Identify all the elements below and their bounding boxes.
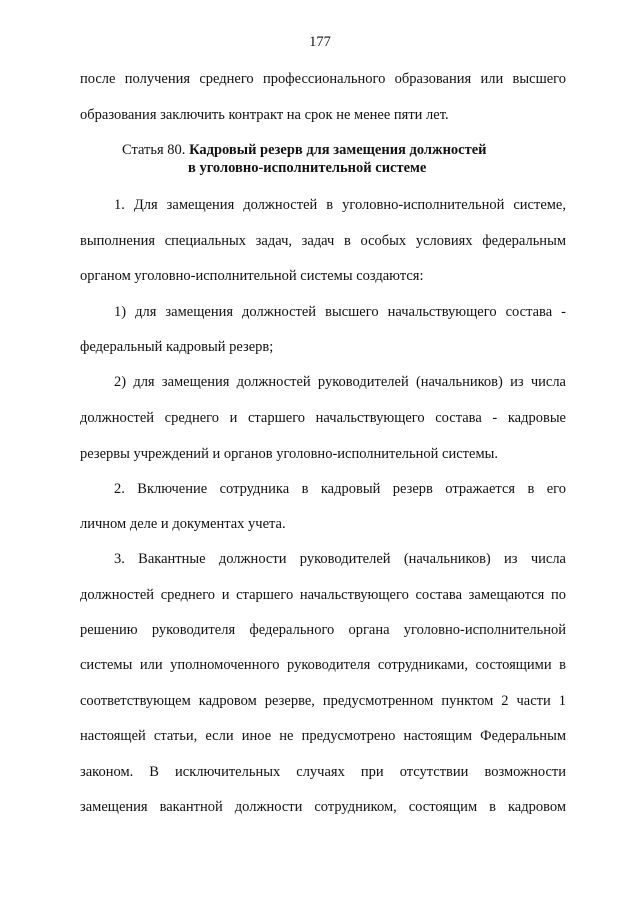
article-title-continuation: в уголовно-исполнительной системе <box>188 160 427 176</box>
text-line: системы или уполномоченного руководителя сотрудниками, состоящими в <box>80 657 566 673</box>
article-title: Кадровый резерв для замещения должностей <box>189 142 487 158</box>
text-line: выполнения специальных задач, задач в особых условиях федеральным <box>80 233 566 249</box>
article-heading-line2 <box>188 159 426 177</box>
text-line: 1. Для замещения должностей в уголовно-исполнительной системе, <box>114 197 566 213</box>
article-prefix: Статья 80. <box>122 142 190 158</box>
text-line: законом. В исключительных случаях при отсутствии возможности <box>80 764 566 780</box>
text-line: 1) для замещения должностей высшего начальствующего состава - <box>114 304 566 320</box>
text-line: 2) для замещения должностей руководителей (начальников) из числа <box>114 374 566 390</box>
text-line: органом уголовно-исполнительной системы создаются: <box>80 268 424 284</box>
text-line: должностей среднего и старшего начальствующего состава - кадровые <box>80 410 566 426</box>
text-line: образования заключить контракт на срок не менее пяти лет. <box>80 107 449 123</box>
text-line: 3. Вакантные должности руководителей (начальников) из числа <box>114 551 566 567</box>
text-line: замещения вакантной должности сотрудником, состоящим в кадровом <box>80 799 566 815</box>
text-line: настоящей статьи, если иное не предусмотрено настоящим Федеральным <box>80 728 566 744</box>
article-heading <box>122 141 487 159</box>
page-number: 177 <box>309 34 331 50</box>
text-line: соответствующем кадровом резерве, предусмотренном пунктом 2 части 1 <box>80 693 566 709</box>
text-line: должностей среднего и старшего начальствующего состава замещаются по <box>80 587 566 603</box>
text-line: 2. Включение сотрудника в кадровый резерв отражается в его <box>114 481 566 497</box>
text-line: резервы учреждений и органов уголовно-исполнительной системы. <box>80 446 499 462</box>
text-line: личном деле и документах учета. <box>80 516 286 532</box>
text-line: решению руководителя федерального органа уголовно-исполнительной <box>80 622 566 638</box>
text-line: после получения среднего профессионального образования или высшего <box>80 71 566 87</box>
text-line: федеральный кадровый резерв; <box>80 339 274 355</box>
